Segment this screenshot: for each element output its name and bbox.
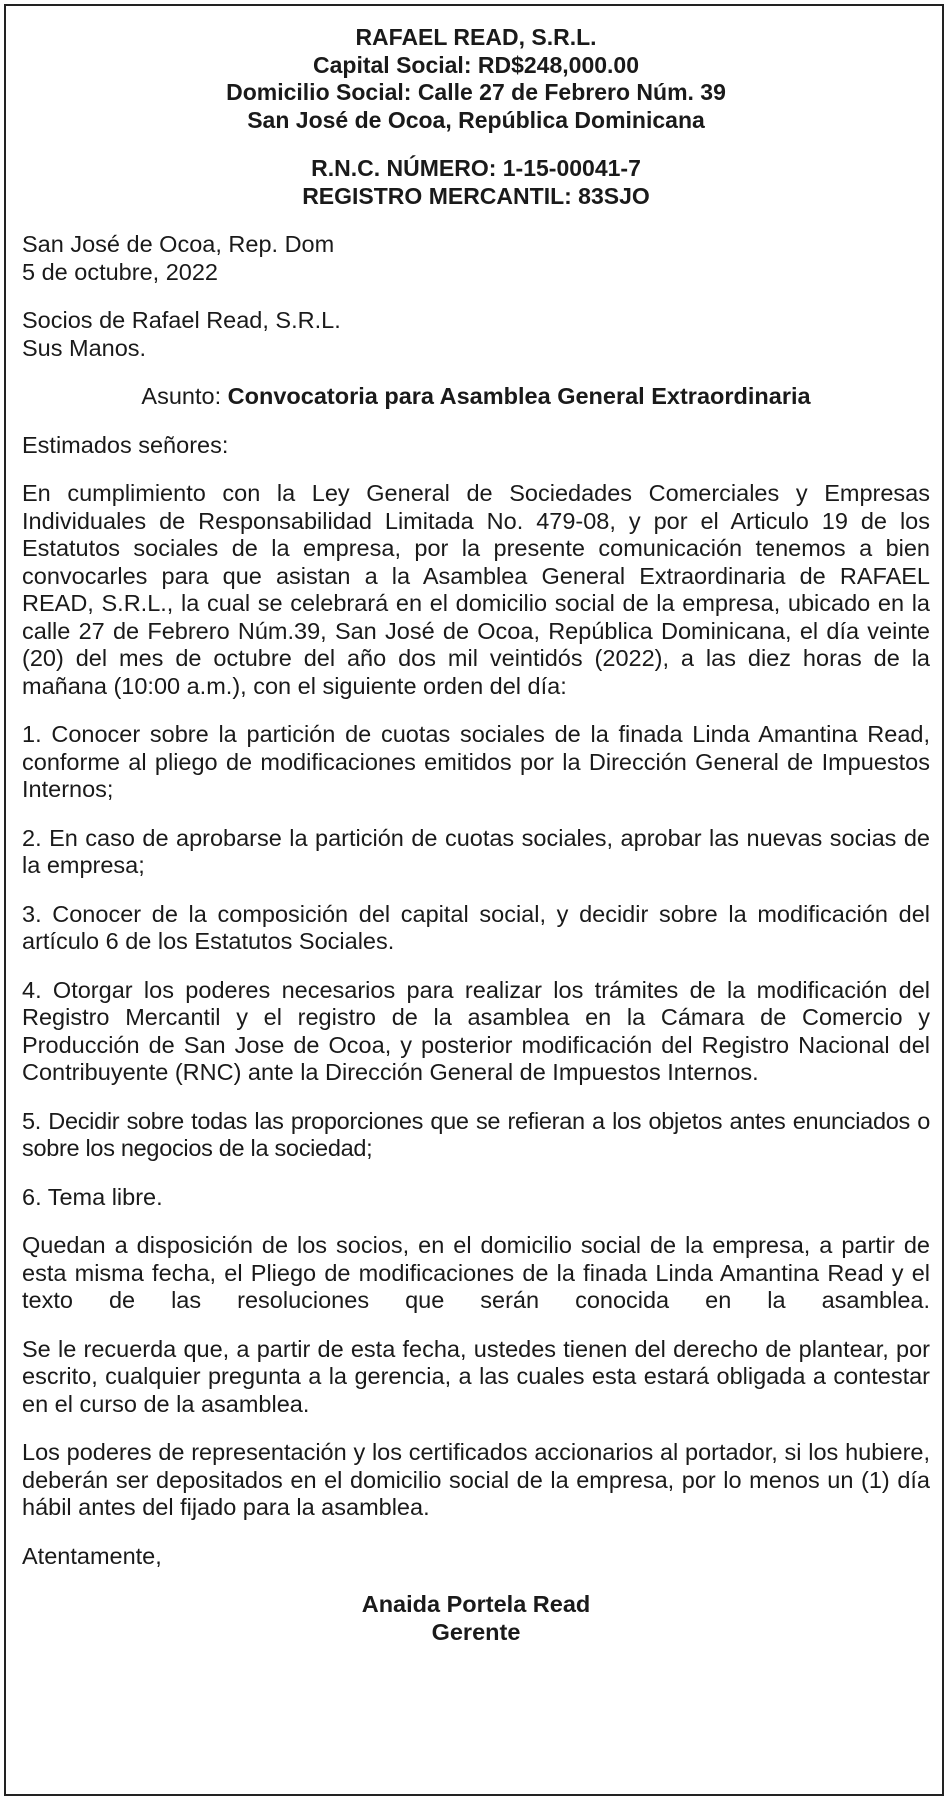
signatory-name: Anaida Portela Read (361, 1591, 591, 1617)
recipient-line-2: Sus Manos. (22, 334, 147, 361)
capital-social: Capital Social: RD$248,000.00 (313, 51, 639, 78)
agenda-item-4: 4. Otorgar los poderes necesarios para realizar los trámites de la modificación del Registro Mercantil y el registro de la asamblea en la Cámara de Comercio y Producción de San Jose de Ocoa, y posterior modificación del Registro Nacional del Contribuyente (RNC) ante la Dirección General de Impuestos Internos. (22, 976, 930, 1085)
subject-label: Asunto: (141, 383, 228, 409)
company-location: San José de Ocoa, República Dominicana (247, 106, 705, 133)
intro-paragraph: En cumplimiento con la Ley General de Sociedades Comerciales y Empresas Individuales de Responsabilidad Limitada No. 479-08, y por el Articulo 19 de los Estatutos sociales de la empresa, por la presente comunicación tenemos a bien convocarles para que asistan a la Asamblea General Extraordinaria de RAFAEL READ, S.R.L., la cual se celebrará en el domicilio social de la empresa, ubicado en la calle 27 de Febrero Núm.39, San José de Ocoa, República Dominicana, el día veinte (20) del mes de octubre del año dos mil veintidós (2022), a las diez horas de la mañana (10:00 a.m.), con el siguiente orden del día: (22, 480, 930, 699)
notice-document (22, 24, 930, 1646)
powers-paragraph: Los poderes de representación y los certificados accionarios al portador, si los hubiere, deberán ser depositados en el domicilio social de la empresa, por lo menos un (1) día hábil antes del fijado para la asamblea. (22, 1439, 930, 1520)
subject-text: Convocatoria para Asamblea General Extraordinaria (227, 383, 811, 409)
salutation: Estimados señores: (22, 431, 229, 458)
agenda-item-1: 1. Conocer sobre la partición de cuotas sociales de la finada Linda Amantina Read, conforme al pliego de modificaciones emitidos por la Dirección General de Impuestos Internos; (22, 721, 930, 802)
agenda-item-3: 3. Conocer de la composición del capital social, y decidir sobre la modificación del artículo 6 de los Estatutos Sociales. (22, 900, 930, 954)
availability-paragraph: Quedan a disposición de los socios, en el domicilio social de la empresa, a partir de esta misma fecha, el Pliego de modificaciones de la finada Linda Amantina Read y el texto de las resoluciones que serán conocida en la asamblea. (22, 1232, 930, 1313)
company-name: RAFAEL READ, S.R.L. (355, 24, 597, 50)
dateline-place: San José de Ocoa, Rep. Dom (22, 231, 335, 257)
dateline-date: 5 de octubre, 2022 (22, 258, 218, 285)
dateline (22, 231, 930, 286)
recipient (22, 307, 930, 362)
registro-mercantil: REGISTRO MERCANTIL: 83SJO (302, 182, 650, 209)
reminder-paragraph: Se le recuerda que, a partir de esta fecha, ustedes tienen del derecho de plantear, por escrito, cualquier pregunta a la gerencia, a las cuales esta estará obligada a contestar en el curso de la asamblea. (22, 1335, 930, 1417)
subject-line (22, 383, 930, 411)
company-header (22, 24, 930, 210)
recipient-line-1: Socios de Rafael Read, S.R.L. (22, 307, 341, 333)
rnc-number: R.N.C. NÚMERO: 1-15-00041-7 (311, 155, 641, 181)
agenda-item-6: 6. Tema libre. (22, 1183, 163, 1210)
domicilio-social: Domicilio Social: Calle 27 de Febrero Núm. 39 (226, 79, 726, 105)
signatory-title: Gerente (431, 1618, 521, 1645)
closing: Atentamente, (22, 1542, 162, 1569)
signature-block (22, 1591, 930, 1646)
agenda-item-5: 5. Decidir sobre todas las proporciones que se refieran a los objetos antes enunciados o sobre los negocios de la sociedad; (22, 1107, 930, 1161)
agenda-item-2: 2. En caso de aprobarse la partición de cuotas sociales, aprobar las nuevas socias de la empresa; (22, 824, 930, 878)
